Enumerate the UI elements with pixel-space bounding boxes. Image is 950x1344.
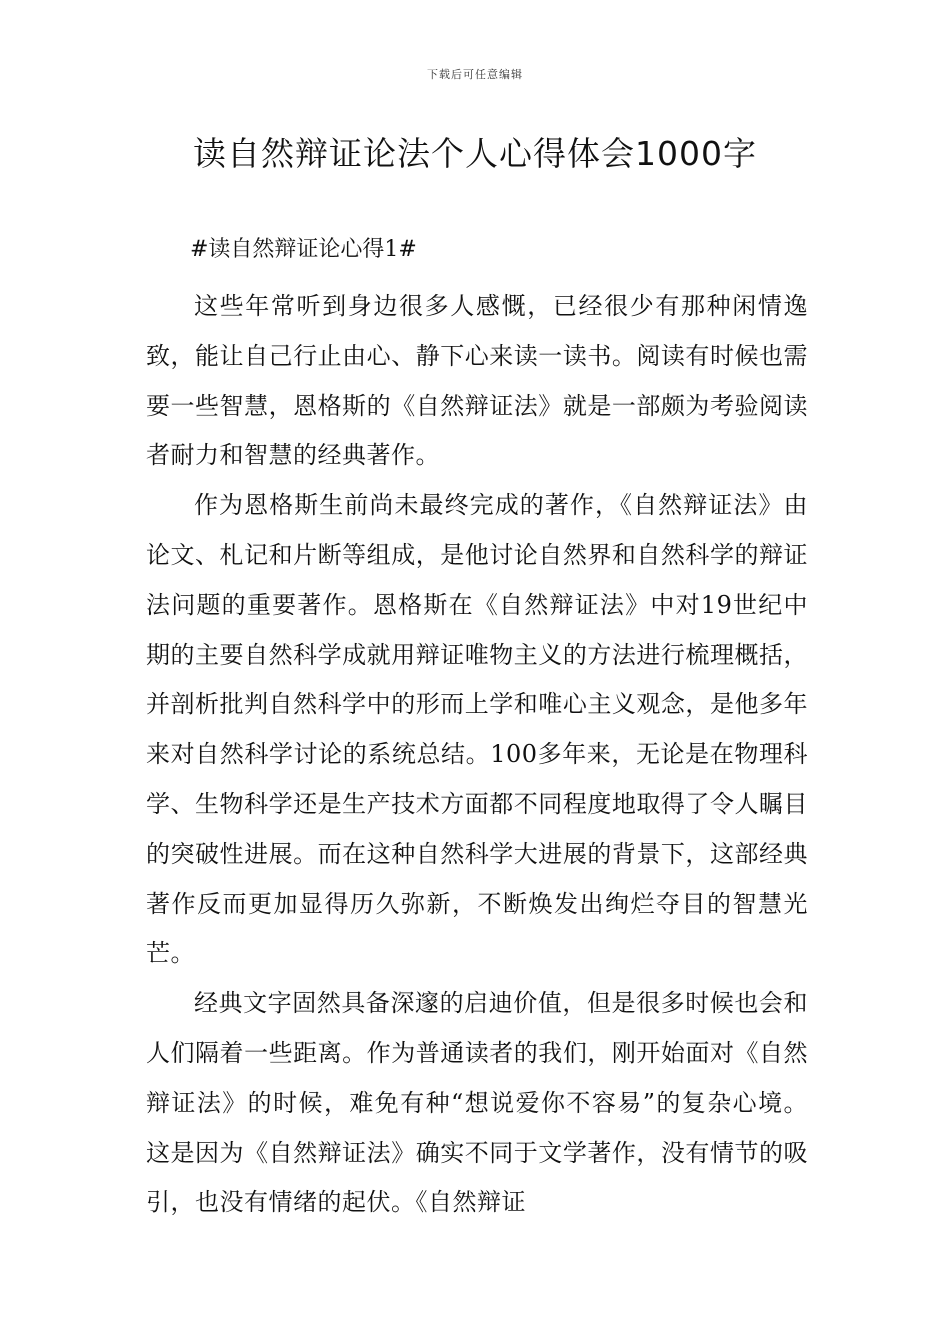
header-note: 下载后可任意编辑: [427, 68, 523, 81]
document-title: 读自然辩证论法个人心得体会1000字: [193, 134, 757, 173]
paragraph-1: 这些年常听到身边很多人感慨，已经很少有那种闲情逸致，能让自己行止由心、静下心来读一读书。阅读有时候也需要一些智慧，恩格斯的《自然辩证法》就是一部颇为考验阅读者耐力和智慧的经典著作。: [146, 292, 808, 470]
paragraph-2: 作为恩格斯生前尚未最终完成的著作，《自然辩证法》由论文、札记和片断等组成，是他讨论自然界和自然科学的辩证法问题的重要著作。恩格斯在《自然辩证法》中对19世纪中期的主要自然科学成就用辩证唯物主义的方法进行梳理概括，并剖析批判自然科学中的形而上学和唯心主义观念，是他多年来对自然科学讨论的系统总结。100多年来，无论是在物理科学、生物科学还是生产技术方面都不同程度地取得了令人瞩目的突破性进展。而在这种自然科学大进展的背景下，这部经典著作反而更加显得历久弥新，不断焕发出绚烂夺目的智慧光芒。: [146, 491, 808, 968]
section-heading: #读自然辩证论心得1#: [190, 237, 417, 262]
document-body: [146, 228, 808, 1228]
paragraph-3: 经典文字固然具备深邃的启迪价值，但是很多时候也会和人们隔着一些距离。作为普通读者的我们，刚开始面对《自然辩证法》的时候，难免有种“想说爱你不容易”的复杂心境。这是因为《自然辩证法》确实不同于文学著作，没有情节的吸引，也没有情绪的起伏。《自然辩证: [146, 989, 808, 1217]
